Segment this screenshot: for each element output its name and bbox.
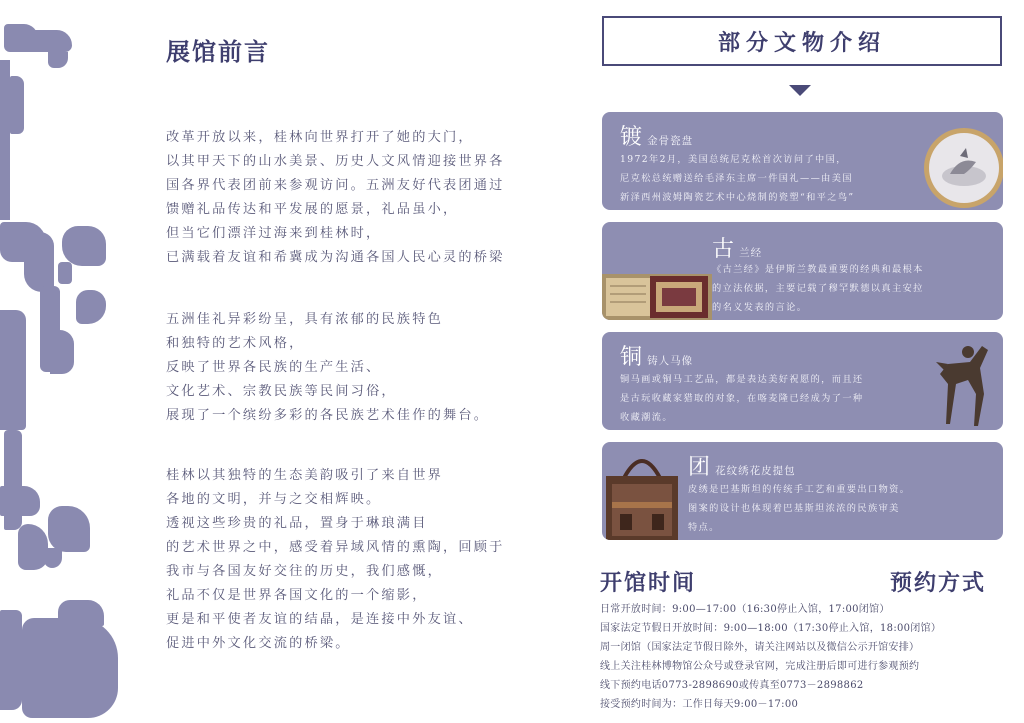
leather-bag-image [602, 442, 682, 540]
preface-paragraph-1: 改革开放以来，桂林向世界打开了她的大门， 以其甲天下的山水美景、历史人文风情迎接世界各 国各界代表团前来参观访问。五洲友好代表团通过 馈赠礼品传达和平发展的愿景，礼品虽小， 但当它们漂洋过海来到桂林时， 已满载着友谊和希冀成为沟通各国人民心灵的桥梁 [166, 130, 505, 265]
artifact-card-bag: 团 花纹绣花皮提包 皮绣是巴基斯坦的传统手工艺和重要出口物资。 图案的设计也体现着巴基斯坦浓浓的民族审美 特点。 [602, 442, 1003, 540]
bronze-horse-image [930, 334, 1002, 430]
artifact-initial: 古 [712, 237, 735, 262]
down-arrow-icon [789, 85, 811, 96]
plate-image [920, 126, 1003, 210]
artifact-card-quran: 古 兰经 《古兰经》是伊斯兰教最重要的经典和最根本 的立法依据，主要记载了穆罕默德以真主安拉 的名义发表的言论。 [602, 222, 1003, 320]
booking-method-title: 预约方式 [890, 570, 987, 596]
visitor-info: 日常开放时间：9:00—17:00（16:30停止入馆，17:00闭馆） 国家法定节假日开放时间：9:00—18:00（17:30停止入馆，18:00闭馆） 周一闭馆（国家法定节假日除外，请关注网站以及微信公示开馆安排） 线上关注桂林博物馆公众号或登录官网，完成注册后即可进行参观预约 线下预约电话0773-2898690或传真至0773－2898862 接受预约时间为：工作日每天9:00－17:00 [600, 604, 942, 710]
artifact-initial: 铜 [620, 345, 643, 370]
preface-paragraph-3: 桂林以其独特的生态美韵吸引了来自世界 各地的文明，并与之交相辉映。 透视这些珍贵的礼品，置身于琳琅满目 的艺术世界之中，感受着异域风情的熏陶，回顾于 我市与各国友好交往的历史，我们感慨， 礼品不仅是世界各国文化的一个缩影， 更是和平使者友谊的结晶，是连接中外友谊、 促进中外文化交流的桥梁。 [166, 468, 505, 651]
preface-title: 展馆前言 [166, 37, 270, 66]
preface-paragraph-2: 五洲佳礼异彩纷呈，具有浓郁的民族特色 和独特的艺术风格， 反映了世界各民族的生产生活、 文化艺术、宗教民族等民间习俗， 展现了一个缤纷多彩的各民族艺术佳作的舞台。 [166, 312, 490, 423]
artifact-name: 铸人马像 [647, 355, 694, 367]
quran-image [602, 270, 714, 320]
artifacts-title: 部分文物介绍 [602, 16, 1002, 66]
artifact-name: 金骨瓷盘 [647, 135, 694, 147]
artifact-card-bronze: 铜 铸人马像 铜马画或铜马工艺品，都是表达美好祝愿的，而且还 是古玩收藏家猎取的对象，在喀麦隆已经成为了一种 收藏潮流。 [602, 332, 1003, 430]
artifact-name: 兰经 [739, 247, 763, 259]
artifact-card-plate: 镀 金骨瓷盘 1972年2月，美国总统尼克松首次访问了中国， 尼克松总统赠送给毛泽东主席一件国礼——由美国 新泽西州波姆陶瓷艺术中心烧制的瓷塑“和平之鸟” [602, 112, 1003, 210]
artifact-initial: 团 [688, 455, 711, 480]
opening-hours-title: 开馆时间 [600, 570, 697, 596]
artifact-initial: 镀 [620, 125, 643, 150]
artifact-name: 花纹绣花皮提包 [715, 465, 796, 477]
